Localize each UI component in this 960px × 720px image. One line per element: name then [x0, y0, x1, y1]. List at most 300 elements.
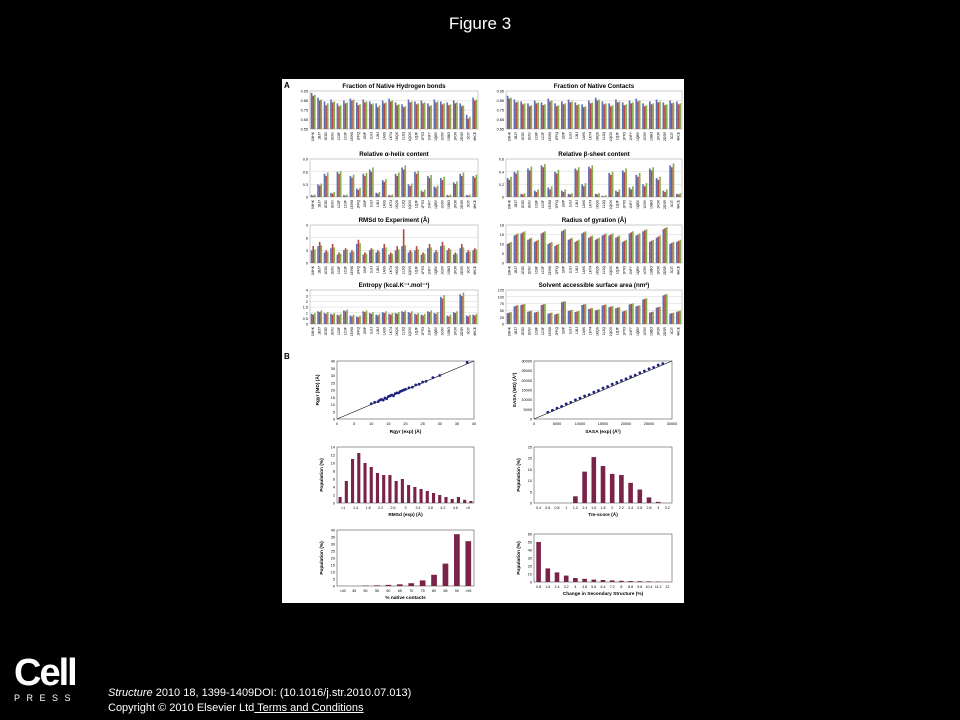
bar — [581, 104, 583, 129]
bar — [568, 194, 570, 197]
bar — [514, 236, 516, 263]
x-tick-label: 1L6J — [369, 327, 374, 335]
bar — [446, 316, 448, 325]
bar — [324, 313, 326, 324]
x-tick-label: 1MHK — [311, 327, 316, 337]
terms-link[interactable]: Terms and Conditions — [254, 702, 364, 714]
bar — [554, 246, 556, 263]
bar — [575, 242, 577, 263]
figure-title: Figure 3 — [448, 14, 512, 33]
bar — [630, 103, 632, 129]
bar — [537, 311, 539, 324]
x-axis-label: % native contacts — [385, 596, 426, 601]
bar — [642, 300, 644, 324]
bar — [455, 313, 457, 324]
x-tick-label: 1QJF — [615, 327, 620, 336]
bar — [522, 232, 524, 263]
bar — [563, 192, 565, 197]
x-tick-label: 1G9V — [642, 327, 647, 336]
bar — [527, 169, 529, 198]
bar — [547, 244, 549, 263]
bar — [404, 310, 406, 324]
x-tick-label: 1KT4 — [588, 266, 593, 275]
histogram-bar — [555, 572, 560, 582]
bar — [435, 250, 437, 263]
bar — [602, 101, 604, 129]
x-tick-label: 1P7O — [622, 266, 627, 275]
x-tick-label: 2DSR — [459, 200, 464, 210]
bar — [375, 315, 377, 324]
scatter-point — [370, 402, 373, 405]
y-tick-label: 125 — [497, 288, 504, 293]
y-tick-label: 8 — [332, 469, 335, 474]
chart-title: Fraction of Native Hydrogen bonds — [342, 83, 446, 90]
bar — [564, 301, 566, 324]
y-tick-label: 4 — [305, 288, 308, 293]
citation-journal: Structure — [108, 687, 153, 699]
x-tick-label: 1J6J — [575, 266, 580, 274]
bar — [663, 295, 665, 324]
y-tick-label: 1.5 — [302, 305, 308, 310]
bar — [664, 295, 666, 324]
scatter-point — [638, 371, 641, 374]
x-tick-label: 30 — [437, 422, 442, 426]
bar — [467, 119, 469, 129]
histogram-bar — [457, 497, 460, 503]
x-tick-label: 12 — [665, 585, 670, 589]
x-tick-label: 70 — [409, 589, 414, 593]
bar — [578, 104, 580, 129]
bar — [362, 100, 364, 129]
x-tick-label: 1FFQ — [554, 132, 559, 141]
cell-press-logo — [14, 652, 80, 703]
x-tick-label: 1G9V — [440, 132, 445, 141]
y-tick-label: 0 — [305, 322, 308, 327]
bar — [520, 305, 522, 324]
bar — [383, 313, 385, 324]
histogram-bar — [465, 541, 471, 586]
bar — [529, 239, 531, 263]
bar — [429, 244, 431, 263]
x-tick-label: 2DSR — [663, 200, 668, 210]
bar — [510, 242, 512, 263]
histogram-bar — [638, 581, 643, 582]
bar — [320, 310, 322, 324]
bar — [395, 102, 397, 129]
bar — [430, 247, 432, 263]
bar — [453, 312, 455, 324]
bar — [476, 249, 478, 263]
bar — [524, 193, 526, 197]
y-tick-label: 0.95 — [300, 89, 308, 94]
bar — [366, 310, 368, 324]
bar — [581, 305, 583, 324]
bar — [568, 240, 570, 263]
bar — [632, 186, 634, 197]
bar — [542, 304, 544, 324]
x-tick-label: 2.4 — [554, 585, 560, 589]
bar — [395, 174, 397, 197]
bar — [514, 306, 516, 324]
x-tick-label: 10.4 — [645, 585, 653, 589]
bar — [509, 99, 511, 129]
x-tick-label: 3.8 — [427, 506, 433, 510]
x-tick-label: 1E3D — [324, 132, 329, 141]
bar — [359, 243, 361, 263]
histogram-bar — [454, 534, 460, 586]
bar — [416, 315, 418, 324]
scatter-point — [392, 394, 395, 397]
bar — [332, 315, 334, 324]
bar — [652, 311, 654, 324]
bar — [353, 315, 355, 324]
x-tick-label: 1QBV — [434, 200, 438, 210]
bar — [312, 196, 314, 197]
bar — [603, 305, 605, 324]
x-axis-label: SASA (exp) (Å²) — [585, 430, 621, 435]
bar — [414, 101, 416, 129]
y-tick-label: 0 — [501, 322, 504, 327]
bar — [472, 315, 474, 324]
bar — [571, 238, 573, 263]
y-tick-label: 20 — [527, 456, 532, 461]
bar — [388, 99, 390, 129]
bar — [351, 250, 353, 263]
x-tick-label: 1E3D — [520, 266, 525, 275]
bar — [656, 178, 658, 197]
bar — [551, 101, 553, 130]
bar — [649, 313, 651, 324]
y-tick-label: 10 — [527, 572, 532, 577]
bar — [679, 311, 681, 324]
scatter-point — [418, 383, 421, 386]
bar — [669, 314, 671, 324]
bar — [571, 193, 573, 197]
bar — [571, 310, 573, 324]
chart-title: Entropy (kcal.K⁻¹.mol⁻¹) — [358, 282, 430, 289]
x-tick-label: 1R0R — [453, 132, 458, 141]
x-tick-label: 1QJF — [414, 327, 419, 336]
bar — [583, 186, 585, 197]
bar — [463, 293, 465, 324]
bar — [637, 101, 639, 129]
bar — [651, 312, 653, 324]
scatter-point — [620, 379, 623, 382]
y-tick-label: 5000 — [523, 407, 532, 412]
x-tick-label: 15 — [386, 422, 391, 426]
bar — [679, 193, 681, 197]
bar — [409, 250, 411, 263]
scatter-point — [597, 389, 600, 392]
x-tick-label: 1C3F — [343, 200, 348, 209]
y-tick-label: 0.65 — [496, 118, 504, 123]
bar — [377, 194, 379, 197]
x-tick-label: 1QOX — [608, 266, 613, 276]
bar — [561, 302, 563, 324]
bar — [450, 194, 452, 197]
histogram-bar — [420, 489, 423, 503]
bar — [461, 296, 463, 324]
x-tick-label: >5 — [465, 506, 470, 510]
x-tick-label: 1BJ7 — [514, 200, 519, 208]
x-tick-label: 1KT4 — [388, 266, 393, 275]
bar — [437, 101, 439, 129]
x-tick-label: 2DSR — [459, 132, 464, 142]
bar — [408, 100, 410, 129]
bar — [379, 314, 381, 324]
x-tick-label: 75 — [420, 589, 425, 593]
x-tick-label: 1QOX — [408, 200, 413, 210]
histogram-bar — [610, 580, 615, 582]
x-tick-label: 3.4 — [415, 506, 421, 510]
x-tick-label: 1A9S — [581, 327, 586, 336]
x-tick-label: 1R0R — [656, 266, 661, 275]
bar — [588, 101, 590, 130]
bar — [476, 314, 478, 324]
bar — [615, 238, 617, 263]
x-tick-label: 1KT4 — [388, 327, 393, 336]
bar — [649, 101, 651, 129]
bar — [510, 312, 512, 324]
scatter-point — [643, 370, 646, 373]
x-tick-label: 1QJF — [615, 200, 620, 209]
x-tick-label: 1.8 — [600, 506, 606, 510]
x-tick-label: 1C8F — [337, 327, 342, 336]
x-tick-label: 1QBV — [636, 327, 640, 337]
y-axis-label: Population (%) — [320, 541, 325, 575]
x-tick-label: 1KT4 — [588, 327, 593, 336]
x-tick-label: 4HCE — [676, 200, 681, 210]
chart-title: Relative β-sheet content — [558, 151, 630, 158]
bar — [529, 106, 531, 129]
bar — [635, 236, 637, 263]
bar — [534, 101, 536, 130]
x-tick-label: 1EW8 — [548, 266, 552, 276]
bar — [625, 169, 627, 198]
bar — [414, 314, 416, 324]
x-tick-label: 1C3F — [541, 132, 546, 141]
bar — [603, 196, 605, 197]
x-tick-label: 1BIP — [561, 132, 566, 140]
scatter-point — [625, 377, 628, 380]
x-tick-label: 3.2 — [563, 585, 569, 589]
x-tick-label: 1E3D — [324, 266, 329, 275]
bar — [312, 246, 314, 263]
x-tick-label: 1C3F — [541, 327, 546, 336]
x-tick-label: 3CIT — [466, 266, 471, 274]
bar — [524, 231, 526, 263]
bar — [575, 312, 577, 324]
bar — [340, 171, 342, 197]
bar — [372, 312, 374, 324]
bar — [591, 308, 593, 324]
bar — [467, 316, 469, 324]
bar — [569, 310, 571, 324]
bar — [598, 309, 600, 324]
bar — [382, 248, 384, 263]
bar — [646, 298, 648, 324]
bar — [622, 102, 624, 129]
bar — [635, 306, 637, 324]
bar — [657, 102, 659, 129]
bar — [338, 316, 340, 325]
x-tick-label: 55 — [374, 589, 379, 593]
bar — [369, 250, 371, 263]
panel-a-label: A — [284, 81, 290, 90]
bar — [588, 167, 590, 197]
bar — [576, 170, 578, 197]
bar — [311, 250, 313, 263]
bar — [358, 317, 360, 324]
y-tick-label: 15 — [330, 395, 335, 400]
bar — [542, 105, 544, 129]
bar — [622, 242, 624, 263]
bar — [340, 254, 342, 263]
scatter-point — [546, 411, 549, 414]
bar — [603, 235, 605, 264]
bar — [375, 193, 377, 197]
bar — [398, 312, 400, 324]
x-tick-label: 2.2 — [378, 506, 384, 510]
histogram-bar — [382, 475, 385, 503]
y-tick-label: 15 — [330, 563, 335, 568]
bar — [564, 103, 566, 129]
x-tick-label: 1L6J — [369, 266, 374, 274]
bar — [595, 194, 597, 197]
y-axis-label: Population (%) — [517, 541, 522, 575]
bar — [639, 173, 641, 197]
bar — [409, 313, 411, 324]
bar — [371, 314, 373, 324]
plot-frame — [506, 290, 682, 324]
bar — [520, 101, 522, 129]
scatter-point — [411, 386, 414, 389]
bar — [401, 167, 403, 197]
bar — [624, 105, 626, 129]
bar — [446, 250, 448, 263]
histogram-bar — [638, 490, 643, 503]
scatter-point — [602, 387, 605, 390]
y-tick-label: 0 — [529, 501, 532, 506]
x-tick-label: 1NFY — [427, 266, 432, 275]
y-axis-label: Population (%) — [517, 458, 522, 492]
bar — [440, 246, 442, 263]
bar — [379, 105, 381, 129]
bar — [568, 100, 570, 129]
x-tick-label: 1QBV — [636, 266, 640, 276]
bar — [556, 174, 558, 197]
bar — [411, 183, 413, 197]
x-tick-label: 1.4 — [582, 506, 588, 510]
x-tick-label: 20000 — [620, 422, 632, 426]
bar — [469, 315, 471, 324]
bar — [375, 103, 377, 129]
x-tick-label: 1L2Q — [401, 132, 406, 141]
bar — [472, 98, 474, 129]
y-tick-label: 0 — [332, 417, 335, 422]
bar — [325, 105, 327, 129]
bar — [422, 252, 424, 263]
x-tick-label: 1QBV — [434, 266, 438, 276]
bar — [427, 248, 429, 263]
bar — [549, 243, 551, 263]
bar — [515, 306, 517, 324]
bar — [541, 233, 543, 263]
histogram-bar — [357, 453, 360, 503]
bar — [542, 232, 544, 263]
bar — [585, 183, 587, 197]
bar — [659, 236, 661, 263]
histogram-bar — [376, 473, 379, 503]
bar — [463, 105, 465, 129]
y-tick-label: 35 — [330, 535, 335, 540]
bar — [590, 308, 592, 324]
bar — [644, 106, 646, 129]
x-axis-label: Tm-score (Å) — [588, 513, 618, 518]
bar — [598, 193, 600, 197]
bar — [319, 242, 321, 263]
bar — [427, 176, 429, 197]
x-tick-label: 1QOX — [408, 132, 413, 142]
bar — [350, 316, 352, 325]
bar — [629, 188, 631, 198]
bar — [320, 183, 322, 197]
bar — [544, 231, 546, 263]
bar — [369, 313, 371, 324]
bar — [330, 314, 332, 324]
x-tick-label: 1J6J — [375, 132, 380, 140]
bar — [646, 183, 648, 197]
bar — [337, 315, 339, 324]
bar — [359, 188, 361, 197]
bar — [350, 99, 352, 129]
scatter-point — [438, 374, 441, 377]
x-tick-label: 3CIT — [669, 266, 674, 274]
x-tick-label: 3 — [404, 506, 407, 510]
bar — [622, 311, 624, 324]
bar — [669, 101, 671, 130]
bar — [524, 304, 526, 324]
bar — [377, 107, 379, 129]
x-tick-label: 1P7O — [622, 327, 627, 336]
bar — [673, 163, 675, 197]
y-axis-label: Population (%) — [320, 458, 325, 492]
x-tick-label: 1C8F — [337, 200, 342, 209]
x-tick-label: 1QJF — [414, 200, 419, 209]
bar — [388, 314, 390, 324]
bar — [617, 237, 619, 263]
histogram-bar — [451, 499, 454, 503]
bar — [424, 190, 426, 197]
bar — [327, 312, 329, 324]
x-tick-label: 1BIP — [362, 200, 367, 208]
bar — [388, 255, 390, 263]
x-tick-label: 15000 — [597, 422, 609, 426]
x-tick-label: 1EN0 — [330, 200, 335, 209]
x-tick-label: 1G9V — [440, 200, 445, 209]
bar — [608, 173, 610, 197]
y-tick-label: 10000 — [521, 398, 532, 403]
bar — [659, 177, 661, 197]
bar — [558, 313, 560, 324]
bar — [597, 101, 599, 130]
x-tick-label: 3CIT — [466, 200, 471, 208]
bar — [534, 242, 536, 263]
bar — [325, 176, 327, 197]
x-axis-label: Rgyr (exp) (Å) — [389, 430, 422, 435]
bar — [319, 312, 321, 324]
y-tick-label: 6 — [305, 236, 308, 241]
